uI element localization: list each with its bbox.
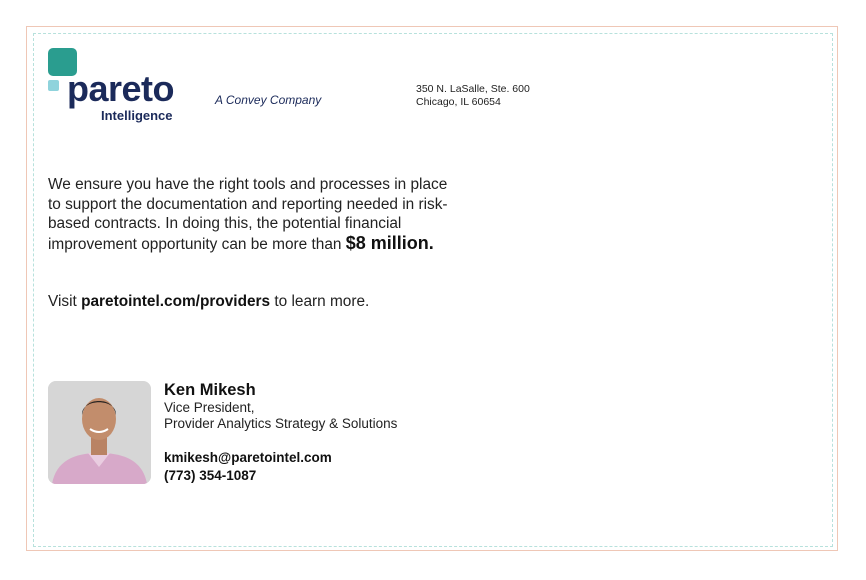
visit-line: [48, 293, 369, 311]
contact-email[interactable]: kmikesh@paretointel.com: [164, 450, 332, 465]
contact-photo: [48, 381, 151, 484]
logo-subtitle: Intelligence: [101, 108, 173, 123]
contact-block: [164, 381, 397, 485]
tagline: A Convey Company: [215, 93, 322, 107]
contact-title-line-1: Vice President,: [164, 400, 255, 415]
body-period: .: [428, 232, 434, 253]
logo-wordmark: pareto: [67, 68, 175, 109]
contact-phone[interactable]: (773) 354-1087: [164, 468, 257, 483]
visit-prefix: Visit: [48, 293, 82, 310]
address-line-1: 350 N. LaSalle, Ste. 600: [416, 83, 530, 95]
person-portrait-icon: [48, 381, 151, 484]
contact-title-line-2: Provider Analytics Strategy & Solutions: [164, 416, 398, 431]
visit-suffix: to learn more.: [270, 293, 370, 310]
website-link[interactable]: paretointel.com/providers: [81, 293, 271, 310]
logo-square-small: [48, 80, 59, 91]
address-line-2: Chicago, IL 60654: [416, 96, 501, 108]
body-paragraph: [48, 175, 448, 254]
body-text: We ensure you have the right tools and processes in place to support the documentation and reporting needed in risk-based contracts. In doing this, the potential financial improvement opportunity can be more than: [48, 176, 448, 253]
pareto-logo: [47, 47, 187, 127]
highlight-amount: $8 million: [345, 232, 429, 253]
contact-name: Ken Mikesh: [164, 381, 256, 399]
address-block: [416, 83, 530, 109]
